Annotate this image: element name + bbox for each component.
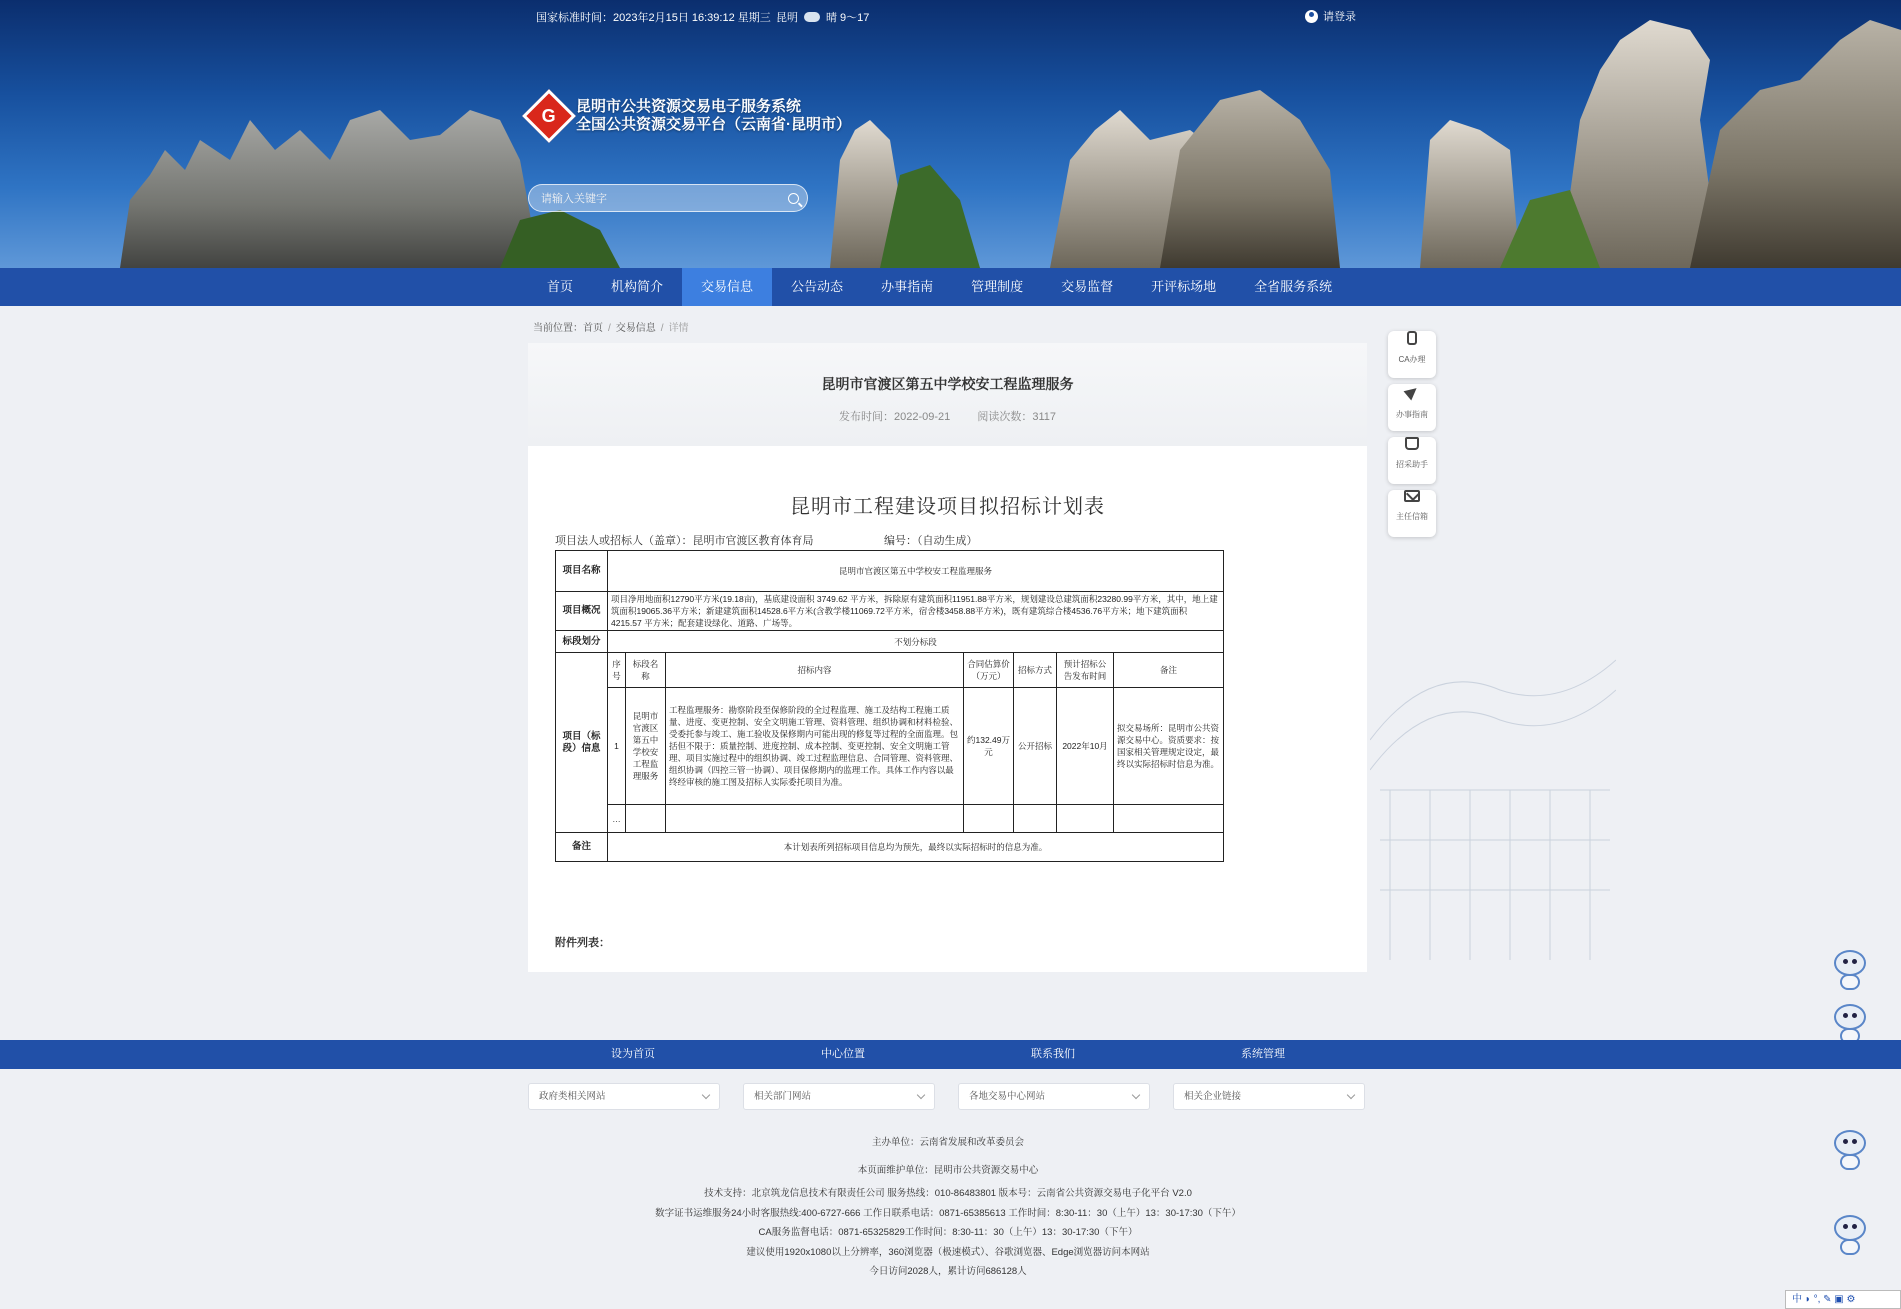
breadcrumb-current: 详情: [668, 323, 689, 334]
footer-tech-support: 技术支持：北京筑龙信息技术有限责任公司 服务热线：010-86483801 版本号：云南省公共资源交易电子化平台 V2.0: [704, 1188, 1192, 1199]
select-dept-sites[interactable]: 相关部门网站: [743, 1083, 935, 1110]
document-owner: 项目法人或招标人（盖章）：昆明市官渡区教育体育局: [555, 535, 814, 547]
nav-item-0[interactable]: 首页: [547, 279, 574, 294]
article-meta: [528, 408, 1367, 424]
document-number: 编号：（自动生成）: [884, 535, 978, 547]
cell-table-remark: 本计划表所列招标项目信息均为预先，最终以实际招标时的信息为准。: [608, 833, 1224, 862]
nav-item-2[interactable]: 交易信息: [682, 268, 772, 306]
search-input[interactable]: [541, 190, 771, 208]
table-row: [556, 592, 1224, 631]
chevron-down-icon: [702, 1091, 710, 1099]
cell-overview: 项目净用地面积12790平方米(19.18亩)，基底建设面积 3749.62 平方米，拆除原有建筑面积11951.88平方米，规划建设总建筑面积23280.99平方米，其中，地上建筑面积19065.36平方米；新建建筑面积14528.6平方米(含教学楼11069.72平方米，宿舍楼3458.88平方米)，既有建筑综合楼4536.76平方米；地下建筑面积 4215.57 平方米；配套建设绿化、道路、广场等。: [608, 592, 1224, 631]
mascot-icon[interactable]: [1830, 1004, 1870, 1044]
side-guide-button[interactable]: 办事指南: [1388, 384, 1436, 431]
table-row: [556, 805, 1224, 833]
label-section-info: 项目（标段）信息: [556, 653, 608, 833]
login-link[interactable]: [1305, 8, 1356, 24]
chevron-down-icon: [917, 1091, 925, 1099]
breadcrumb: 当前位置：首页 / 交易信息 / 详情: [533, 323, 689, 334]
cell-method: 公开招标: [1014, 688, 1057, 805]
user-icon: [1305, 10, 1318, 23]
footer-maintainer: 本页面维护单位：昆明市公共资源交易中心: [857, 1164, 1039, 1176]
side-toolbar: [1388, 325, 1436, 543]
attachment-list-label: 附件列表：: [555, 937, 610, 949]
standard-time: 国家标准时间：2023年2月15日 16:39:12 星期三: [536, 12, 771, 24]
chevron-down-icon: [1132, 1091, 1140, 1099]
table-row: [556, 551, 1224, 592]
usb-key-icon: [1407, 331, 1417, 345]
side-assistant-button[interactable]: 招采助手: [1388, 437, 1436, 484]
footer-sponsor: 主办单位：云南省发展和改革委员会: [871, 1137, 1024, 1148]
view-count: 阅读次数：3117: [977, 411, 1056, 423]
breadcrumb-section[interactable]: 交易信息: [615, 323, 656, 334]
footer-browser-tip: 建议使用1920x1080以上分辨率，360浏览器（极速模式）、谷歌浏览器、Edge浏览器访问本网站: [746, 1246, 1150, 1258]
mascot-icon[interactable]: [1830, 1130, 1870, 1170]
mail-icon: [1404, 490, 1420, 502]
ime-toolbar[interactable]: 中 ◗ °, ✎ ▣ ⚙: [1785, 1290, 1901, 1309]
mascot-icon[interactable]: [1830, 1215, 1870, 1255]
select-trading-centers[interactable]: 各地交易中心网站: [958, 1083, 1150, 1110]
cell-remark: 拟交易场所：昆明市公共资源交易中心。资质要求：按国家相关管理规定设定，最终以实际招标时信息为准。: [1114, 688, 1224, 805]
col-amount: 合同估算价（万元）: [964, 653, 1014, 688]
nav-item-1[interactable]: 机构简介: [611, 279, 664, 294]
nav-item-7[interactable]: 开评标场地: [1151, 279, 1217, 294]
site-logo[interactable]: [530, 97, 851, 135]
footer-link-admin[interactable]: 系统管理: [1241, 1048, 1285, 1060]
cloud-icon: [804, 12, 820, 22]
label-remark: 备注: [556, 833, 608, 862]
top-info-bar: [536, 6, 1356, 26]
label-section-division: 标段划分: [556, 631, 608, 653]
nav-item-5[interactable]: 管理制度: [971, 279, 1024, 294]
search-icon[interactable]: [788, 193, 799, 204]
side-mailbox-button[interactable]: 主任信箱: [1388, 490, 1436, 537]
table-row: [556, 688, 1224, 805]
cell-no: 1: [608, 688, 626, 805]
breadcrumb-home[interactable]: 首页: [583, 323, 603, 334]
col-method: 招标方式: [1014, 653, 1057, 688]
col-date: 预计招标公告发布时间: [1057, 653, 1114, 688]
footer-ca-hotline: 数字证书运维服务24小时客服热线:400-6727-666 工作日联系电话：0871-65385613 工作时间：8:30-11：30（上午）13：30-17:30（下午）: [655, 1207, 1241, 1219]
footer-link-set-home[interactable]: 设为首页: [611, 1048, 655, 1060]
stone-forest-background: [0, 0, 1901, 268]
mascot-icon[interactable]: [1830, 950, 1870, 990]
cell-ellipsis: …: [608, 805, 626, 833]
side-ca-button[interactable]: CA办理: [1388, 331, 1436, 378]
building-sketch-decoration: [1370, 540, 1616, 1000]
select-gov-sites[interactable]: 政府类相关网站: [528, 1083, 720, 1110]
bag-icon: [1405, 437, 1419, 450]
cell-amount: 约132.49万元: [964, 688, 1014, 805]
login-label: 请登录: [1323, 11, 1356, 23]
col-no: 序号: [608, 653, 626, 688]
label-overview: 项目概况: [556, 592, 608, 631]
header-banner: [0, 0, 1901, 268]
city-label: 昆明: [776, 12, 798, 24]
table-header-row: [556, 653, 1224, 688]
table-row: [556, 631, 1224, 653]
col-section-name: 标段名称: [626, 653, 666, 688]
site-title: [576, 98, 851, 134]
footer-link-contact[interactable]: 联系我们: [1031, 1048, 1075, 1060]
cell-content: 工程监理服务：勘察阶段至保修阶段的全过程监理、施工及结构工程施工质量、进度、变更控制、安全文明施工管理、资料管理、组织协调和材料检验、受委托参与竣工、施工验收及保修期内可能出现的修复等过程的全面监理。包括但不限于：质量控制、进度控制、成本控制、变更控制、安全文明施工管理、项目实施过程中的组织协调、竣工过程监理信息、合同管理、资料管理、组织协调（四控三管一协调）、项目保修期内的监理工作。具体工作内容以最终经审核的施工图及招标人实际委托项目为准。: [666, 688, 964, 805]
document-title: 昆明市工程建设项目拟招标计划表: [790, 496, 1105, 518]
article-card: [528, 343, 1367, 972]
footer-link-selects: [528, 1083, 1368, 1110]
article-header: [528, 343, 1367, 446]
footer-visit-count: 今日访问2028人，累计访问686128人: [869, 1266, 1027, 1277]
cell-section-name: 昆明市官渡区第五中学校安工程监理服务: [626, 688, 666, 805]
footer-ca-supervision: CA服务监督电话：0871-65325829工作时间：8:30-11：30（上午）13：30-17:30（下午）: [758, 1227, 1138, 1238]
site-title-line1: 昆明市公共资源交易电子服务系统: [576, 98, 802, 115]
nav-item-8[interactable]: 全省服务系统: [1254, 279, 1333, 294]
tender-plan-table: [555, 550, 1224, 862]
col-remark: 备注: [1114, 653, 1224, 688]
article-title: 昆明市官渡区第五中学校安工程监理服务: [821, 376, 1074, 392]
weather-text: 晴 9～17: [826, 12, 870, 24]
site-title-line2: 全国公共资源交易平台（云南省·昆明市）: [576, 116, 851, 133]
nav-item-6[interactable]: 交易监督: [1061, 279, 1114, 294]
search-box: [528, 184, 808, 212]
cell-section-division: 不划分标段: [608, 631, 1224, 653]
chevron-down-icon: [1347, 1091, 1355, 1099]
send-icon: [1404, 384, 1420, 400]
weather-info: [776, 9, 869, 25]
footer-link-location[interactable]: 中心位置: [821, 1048, 865, 1060]
footer-nav: [0, 1040, 1901, 1069]
col-content: 招标内容: [666, 653, 964, 688]
footer-info: [528, 1133, 1368, 1282]
label-project-name: 项目名称: [556, 551, 608, 592]
logo-emblem-icon: G: [522, 89, 576, 143]
breadcrumb-prefix: 当前位置：: [533, 323, 583, 334]
main-nav: [0, 268, 1901, 306]
cell-date: 2022年10月: [1057, 688, 1114, 805]
nav-item-3[interactable]: 公告动态: [791, 279, 844, 294]
publish-date: 发布时间：2022-09-21: [839, 411, 951, 423]
cell-project-name: 昆明市官渡区第五中学校安工程监理服务: [608, 551, 1224, 592]
nav-item-4[interactable]: 办事指南: [881, 279, 934, 294]
select-enterprise-links[interactable]: 相关企业链接: [1173, 1083, 1365, 1110]
table-row: [556, 833, 1224, 862]
